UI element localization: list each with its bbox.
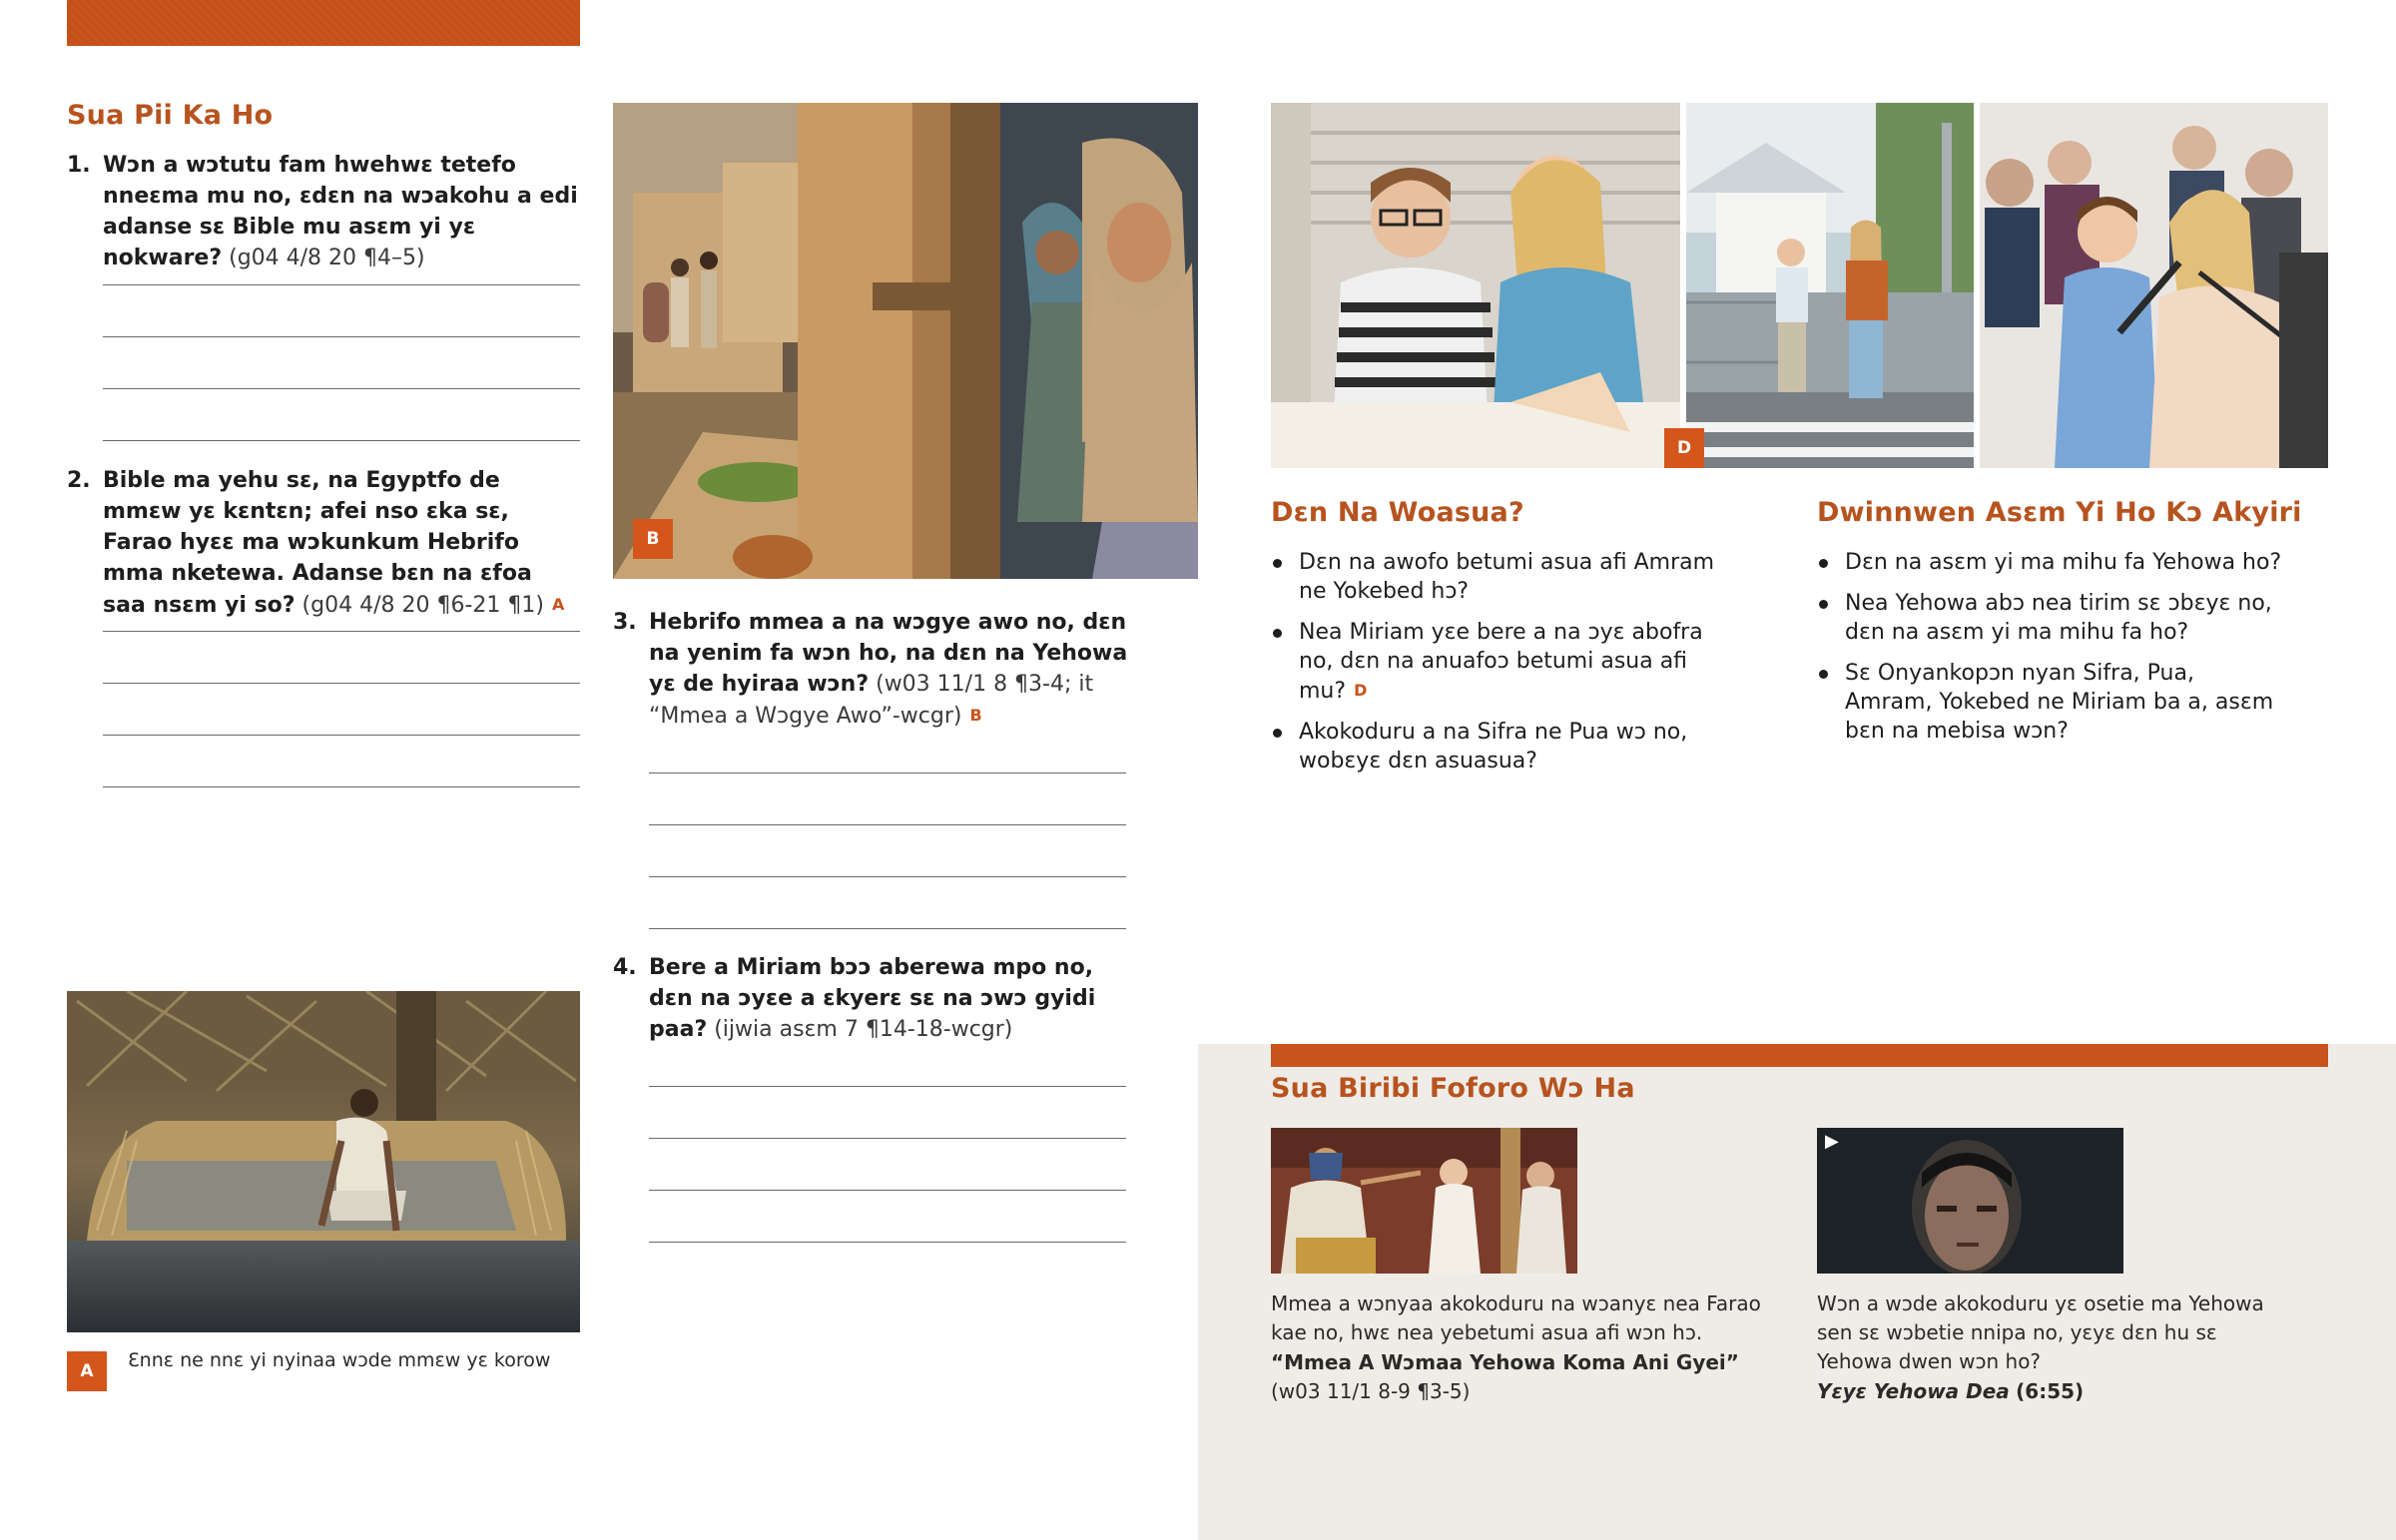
list-item: Dɛn na awofo betumi asua afi Amram ne Yokebed hɔ? — [1271, 548, 1730, 606]
list-item — [1271, 618, 1730, 706]
photo-siblings-walking — [1686, 103, 1974, 468]
list-item: Dɛn na asɛm yi ma mihu fa Yehowa ho? — [1817, 548, 2286, 577]
answer-lines-1[interactable] — [103, 284, 580, 492]
play-icon[interactable]: ▶ — [1825, 1131, 1839, 1152]
video-2-description: Wɔn a wɔde akokoduru yɛ osetie ma Yehowa sen sɛ wɔbetie nnipa no, yɛyɛ dɛn hu sɛ Yehowa dwen wɔn ho? — [1817, 1291, 2264, 1373]
reed-boat-illustration — [67, 991, 580, 1332]
question-reference[interactable]: (ijwia asɛm 7 ¶14-18-wcgr) — [714, 1017, 1013, 1042]
man-portrait-illustration — [1817, 1128, 2123, 1274]
section-title-den-na-woasua: Dɛn Na Woasua? — [1271, 497, 1524, 528]
siblings-illustration — [1271, 103, 1680, 468]
section-title-sua-pii: Sua Pii Ka Ho — [67, 100, 274, 131]
image-tag-b: B — [969, 706, 982, 725]
photo-hebrew-midwives — [613, 103, 1198, 579]
image-badge-b: B — [633, 519, 673, 559]
image-tag-d: D — [1354, 681, 1368, 700]
video-1-reference[interactable]: (w03 11/1 8-9 ¶3-5) — [1271, 1379, 1471, 1403]
question-reference[interactable]: (g04 4/8 20 ¶6-21 ¶1) — [301, 593, 544, 618]
question-reference[interactable]: (w03 11/1 8 ¶3-4; it “Mmea a Wɔgye Awo”-wcgr) — [649, 672, 1094, 729]
question-number: 2. — [67, 468, 91, 493]
list-item: Akokoduru a na Sifra ne Pua wɔ no, wobɛyɛ dɛn asuasua? — [1271, 718, 1730, 775]
question-3 — [613, 607, 1132, 732]
question-reference[interactable]: (g04 4/8 20 ¶4–5) — [229, 246, 425, 270]
video-2-duration: (6:55) — [2016, 1379, 2085, 1403]
video-thumbnail-midwives-pharaoh[interactable] — [1271, 1128, 1577, 1274]
answer-lines-4[interactable] — [649, 1086, 1126, 1293]
meeting-illustration — [1980, 103, 2328, 468]
question-2 — [67, 465, 581, 621]
question-number: 4. — [613, 955, 637, 980]
question-text: Bible ma yehu sɛ, na Egyptfo de mmɛw yɛ kɛntɛn; afei nso ɛka sɛ, Farao hyɛɛ ma wɔkunkum Hebrifo mma nketewa. Adanse bɛn na ɛfoa saa nsɛm yi so? — [103, 468, 532, 618]
question-text: Wɔn a wɔtutu fam hwehwɛ tetefo nneɛma mu no, ɛdɛn na wɔakohu a edi adanse sɛ Bible mu asɛm yi yɛ nokware? — [103, 153, 578, 270]
photo-siblings-studying — [1271, 103, 1680, 468]
list-item-text: Nea Miriam yɛe bere a na ɔyɛ abofra no, dɛn na anuafoɔ betumi asua afi mu? — [1299, 620, 1703, 704]
top-orange-bar — [67, 0, 580, 46]
pharaoh-illustration — [1271, 1128, 1577, 1274]
list-item: Nea Yehowa abɔ nea tirim sɛ ɔbɛyɛ no, dɛn na asɛm yi ma mihu fa ho? — [1817, 589, 2286, 647]
video-2-link-title[interactable]: Yɛyɛ Yehowa Dea — [1817, 1379, 2010, 1403]
photo-caption-a: Ɛnnɛ ne nnɛ yi nyinaa wɔde mmɛw yɛ korow — [128, 1349, 551, 1371]
image-badge-d: D — [1664, 428, 1704, 468]
question-number: 3. — [613, 610, 637, 635]
question-number: 1. — [67, 153, 91, 178]
image-tag-a: A — [551, 595, 565, 614]
section-title-extra: Sua Biribi Foforo Wɔ Ha — [1271, 1073, 1635, 1104]
list-item: Sɛ Onyankopɔn nyan Sifra, Pua, Amram, Yokebed ne Miriam ba a, asɛm bɛn na mebisa wɔn? — [1817, 659, 2286, 746]
question-1 — [67, 150, 581, 273]
question-text: Bere a Miriam bɔɔ aberewa mpo no, dɛn na ɔyɛe a ɛkyerɛ sɛ na ɔwɔ gyidi paa? — [649, 955, 1096, 1042]
video-1-caption — [1271, 1289, 1790, 1406]
video-2-caption — [1817, 1289, 2296, 1406]
extra-panel-orange-bar — [1271, 1044, 2328, 1067]
bullet-list-woasua — [1271, 548, 1730, 787]
video-1-link-title[interactable]: “Mmea A Wɔmaa Yehowa Koma Ani Gyei” — [1271, 1350, 1739, 1374]
bullet-list-dwinnwen — [1817, 548, 2286, 758]
walking-illustration — [1686, 103, 1974, 468]
midwives-illustration — [613, 103, 1198, 579]
photo-reed-boat — [67, 991, 580, 1332]
question-text: Hebrifo mmea a na wɔgye awo no, dɛn na yenim fa wɔn ho, na dɛn na Yehowa yɛ de hyiraa wɔn? — [649, 610, 1128, 697]
photo-girl-commenting — [1980, 103, 2328, 468]
answer-lines-2[interactable] — [103, 631, 580, 838]
section-title-dwinnwen: Dwinnwen Asɛm Yi Ho Kɔ Akyiri — [1817, 497, 2302, 528]
video-1-description: Mmea a wɔnyaa akokoduru na wɔanyɛ nea Farao kae no, hwɛ nea yebetumi asua afi wɔn hɔ. — [1271, 1291, 1761, 1344]
answer-lines-3[interactable] — [649, 772, 1126, 980]
image-badge-a: A — [67, 1351, 107, 1391]
question-4 — [613, 952, 1132, 1045]
video-thumbnail-yehowa-dea[interactable] — [1817, 1128, 2123, 1274]
